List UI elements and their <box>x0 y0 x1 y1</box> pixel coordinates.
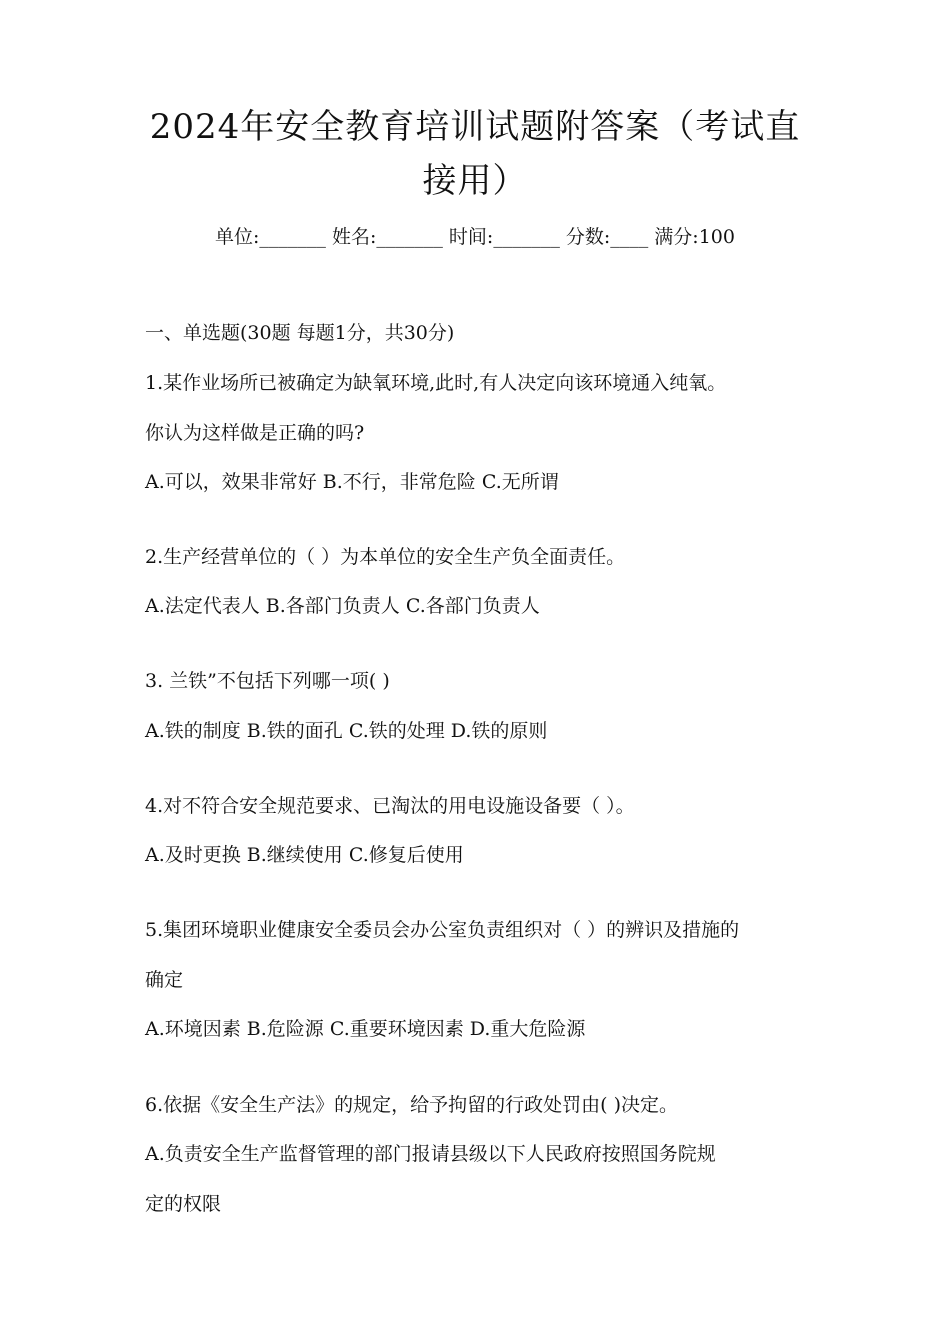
exam-header-info: 单位:_______ 姓名:_______ 时间:_______ 分数:____ 满分:100 <box>215 226 735 248</box>
title-line-2: 接用） <box>422 161 528 201</box>
question-1-options: A.可以，效果非常好 B.不行，非常危险 C.无所谓 <box>145 471 559 493</box>
question-1-text-line-1: 1.某作业场所已被确定为缺氧环境,此时,有人决定向该环境通入纯氧。 <box>145 372 727 394</box>
title-line-1: 2024年安全教育培训试题附答案（考试直 <box>149 107 801 147</box>
section-title: 一、单选题(30题 每题1分，共30分) <box>145 322 455 344</box>
question-6-option-line-1: A.负责安全生产监督管理的部门报请县级以下人民政府按照国务院规 <box>145 1143 716 1165</box>
question-5-options: A.环境因素 B.危险源 C.重要环境因素 D.重大危险源 <box>145 1018 586 1040</box>
question-6-option-line-2: 定的权限 <box>145 1193 222 1215</box>
document-title <box>130 100 820 208</box>
question-6-text: 6.依据《安全生产法》的规定，给予拘留的行政处罚由( )决定。 <box>145 1094 678 1116</box>
question-2-text: 2.生产经营单位的（ ）为本单位的安全生产负全面责任。 <box>145 546 626 568</box>
question-3-options: A.铁的制度 B.铁的面孔 C.铁的处理 D.铁的原则 <box>145 720 548 742</box>
question-5-text-line-2: 确定 <box>145 969 184 991</box>
question-2-options: A.法定代表人 B.各部门负责人 C.各部门负责人 <box>145 595 540 617</box>
question-4-text: 4.对不符合安全规范要求、已淘汰的用电设施设备要（ ）。 <box>145 795 635 817</box>
question-3-text: 3. 兰铁”不包括下列哪一项( ) <box>145 670 390 692</box>
question-5-text-line-1: 5.集团环境职业健康安全委员会办公室负责组织对（ ）的辨识及措施的 <box>145 919 740 941</box>
question-4-options: A.及时更换 B.继续使用 C.修复后使用 <box>145 844 464 866</box>
question-1-text-line-2: 你认为这样做是正确的吗? <box>145 422 365 444</box>
